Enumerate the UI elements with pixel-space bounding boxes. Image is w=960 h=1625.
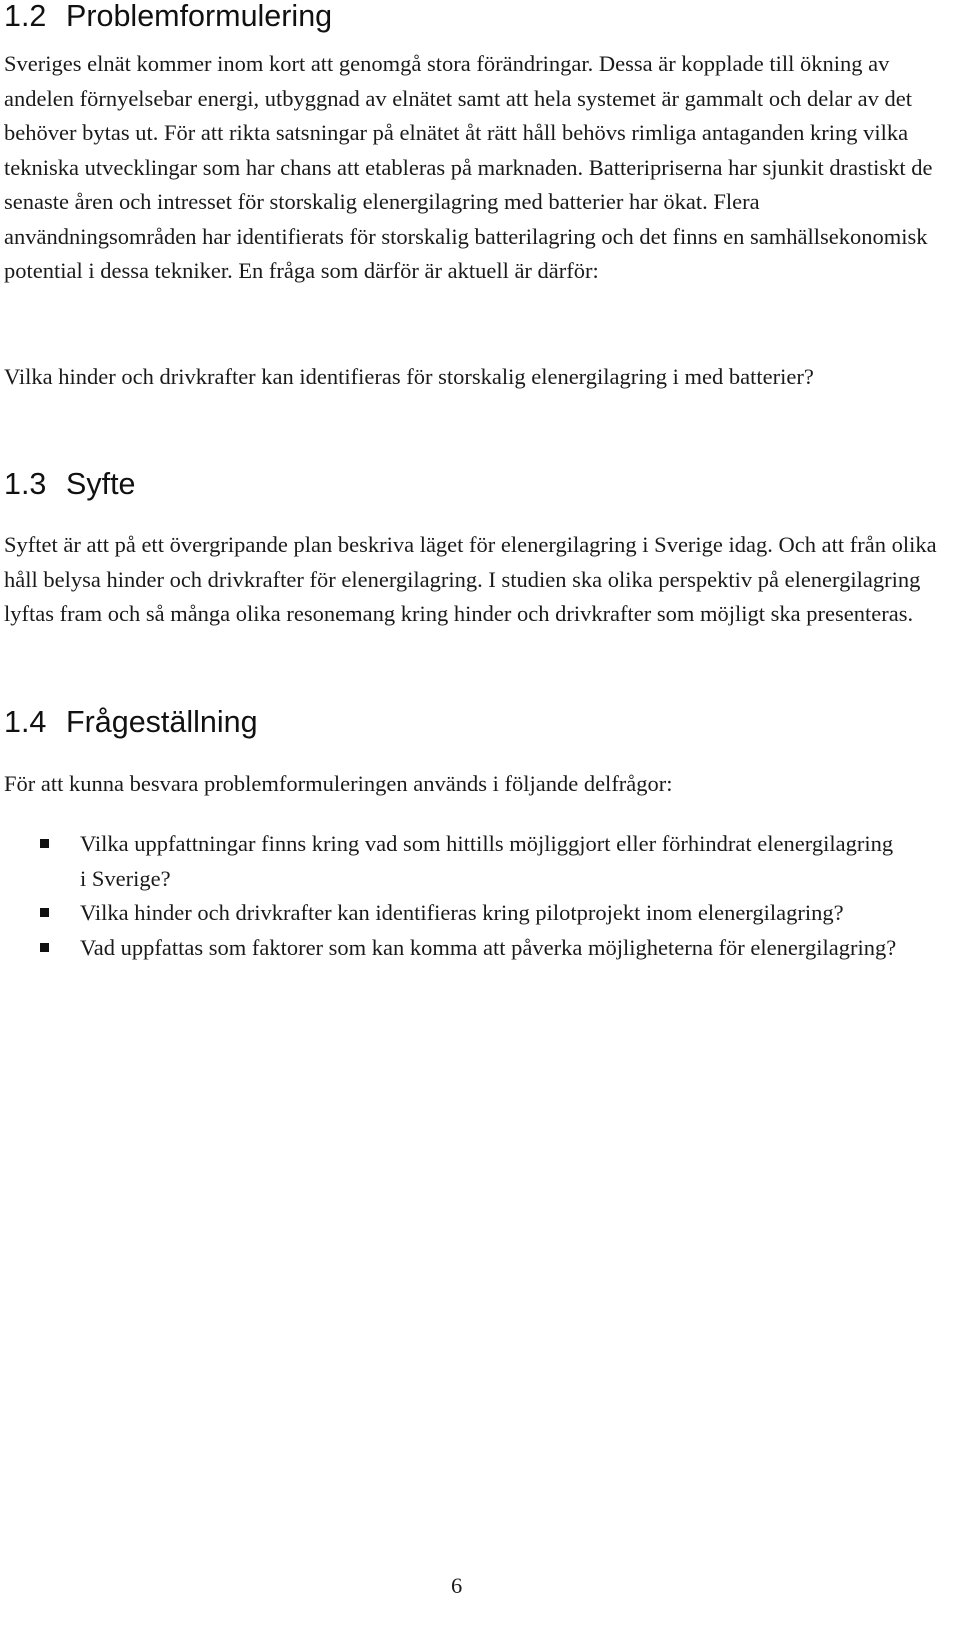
section-heading-fragestallning bbox=[4, 704, 258, 740]
section-number: 1.3 bbox=[4, 467, 47, 501]
list-item-text: Vilka hinder och drivkrafter kan identifieras kring pilotprojekt inom elenergilagring? bbox=[80, 900, 844, 925]
research-question: Vilka hinder och drivkrafter kan identifieras för storskalig elenergilagring i med batterier? bbox=[4, 364, 814, 389]
square-bullet-icon bbox=[40, 943, 49, 952]
section-number: 1.4 bbox=[4, 705, 47, 739]
section-title: Frågeställning bbox=[66, 705, 258, 739]
list-item-text: Vad uppfattas som faktorer som kan komma att påverka möjligheterna för elenergilagring? bbox=[80, 934, 897, 960]
section-heading-problemformulering bbox=[4, 0, 332, 34]
list-item-text: Vilka uppfattningar finns kring vad som hittills möjliggjort eller förhindrat elenergilagring i Sverige? bbox=[80, 831, 894, 891]
section-title: Problemformulering bbox=[66, 0, 333, 33]
section-heading-syfte bbox=[4, 466, 136, 502]
problem-paragraph: Sveriges elnät kommer inom kort att genomgå stora förändringar. Dessa är kopplade till ökning av andelen förnyelsebar energi, utbyggnad av elnätet samt att hela systemet är gammalt och delar av det behöver bytas ut. För att rikta satsningar på elnätet åt rätt håll behövs rimliga antaganden kring vilka tekniska utvecklingar som har chans att etableras på marknaden. Batteripriserna har sjunkit drastiskt de senaste åren och intresset för storskalig elenergilagring med batterier har ökat. Flera användningsområden har identifierats för storskalig batterilagring och det finns en samhällsekonomisk potential i dessa tekniker. En fråga som därför är aktuell är därför: bbox=[4, 51, 933, 283]
section-number: 1.2 bbox=[4, 0, 47, 33]
square-bullet-icon bbox=[40, 839, 49, 848]
page-number: 6 bbox=[451, 1573, 463, 1598]
list-item bbox=[4, 931, 904, 966]
square-bullet-icon bbox=[40, 908, 49, 917]
fragestallning-intro: För att kunna besvara problemformuleringen används i följande delfrågor: bbox=[4, 771, 673, 796]
syfte-paragraph: Syftet är att på ett övergripande plan beskriva läget för elenergilagring i Sverige idag. Och att från olika håll belysa hinder och drivkrafter för elenergilagring. I studien ska olika perspektiv på elenergilagring lyftas fram och så många olika resonemang kring hinder och drivkrafter som möjligt ska presenteras. bbox=[4, 532, 937, 626]
section-title: Syfte bbox=[66, 467, 136, 501]
sub-questions-list bbox=[4, 827, 904, 965]
list-item bbox=[4, 827, 904, 896]
list-item bbox=[4, 896, 904, 931]
